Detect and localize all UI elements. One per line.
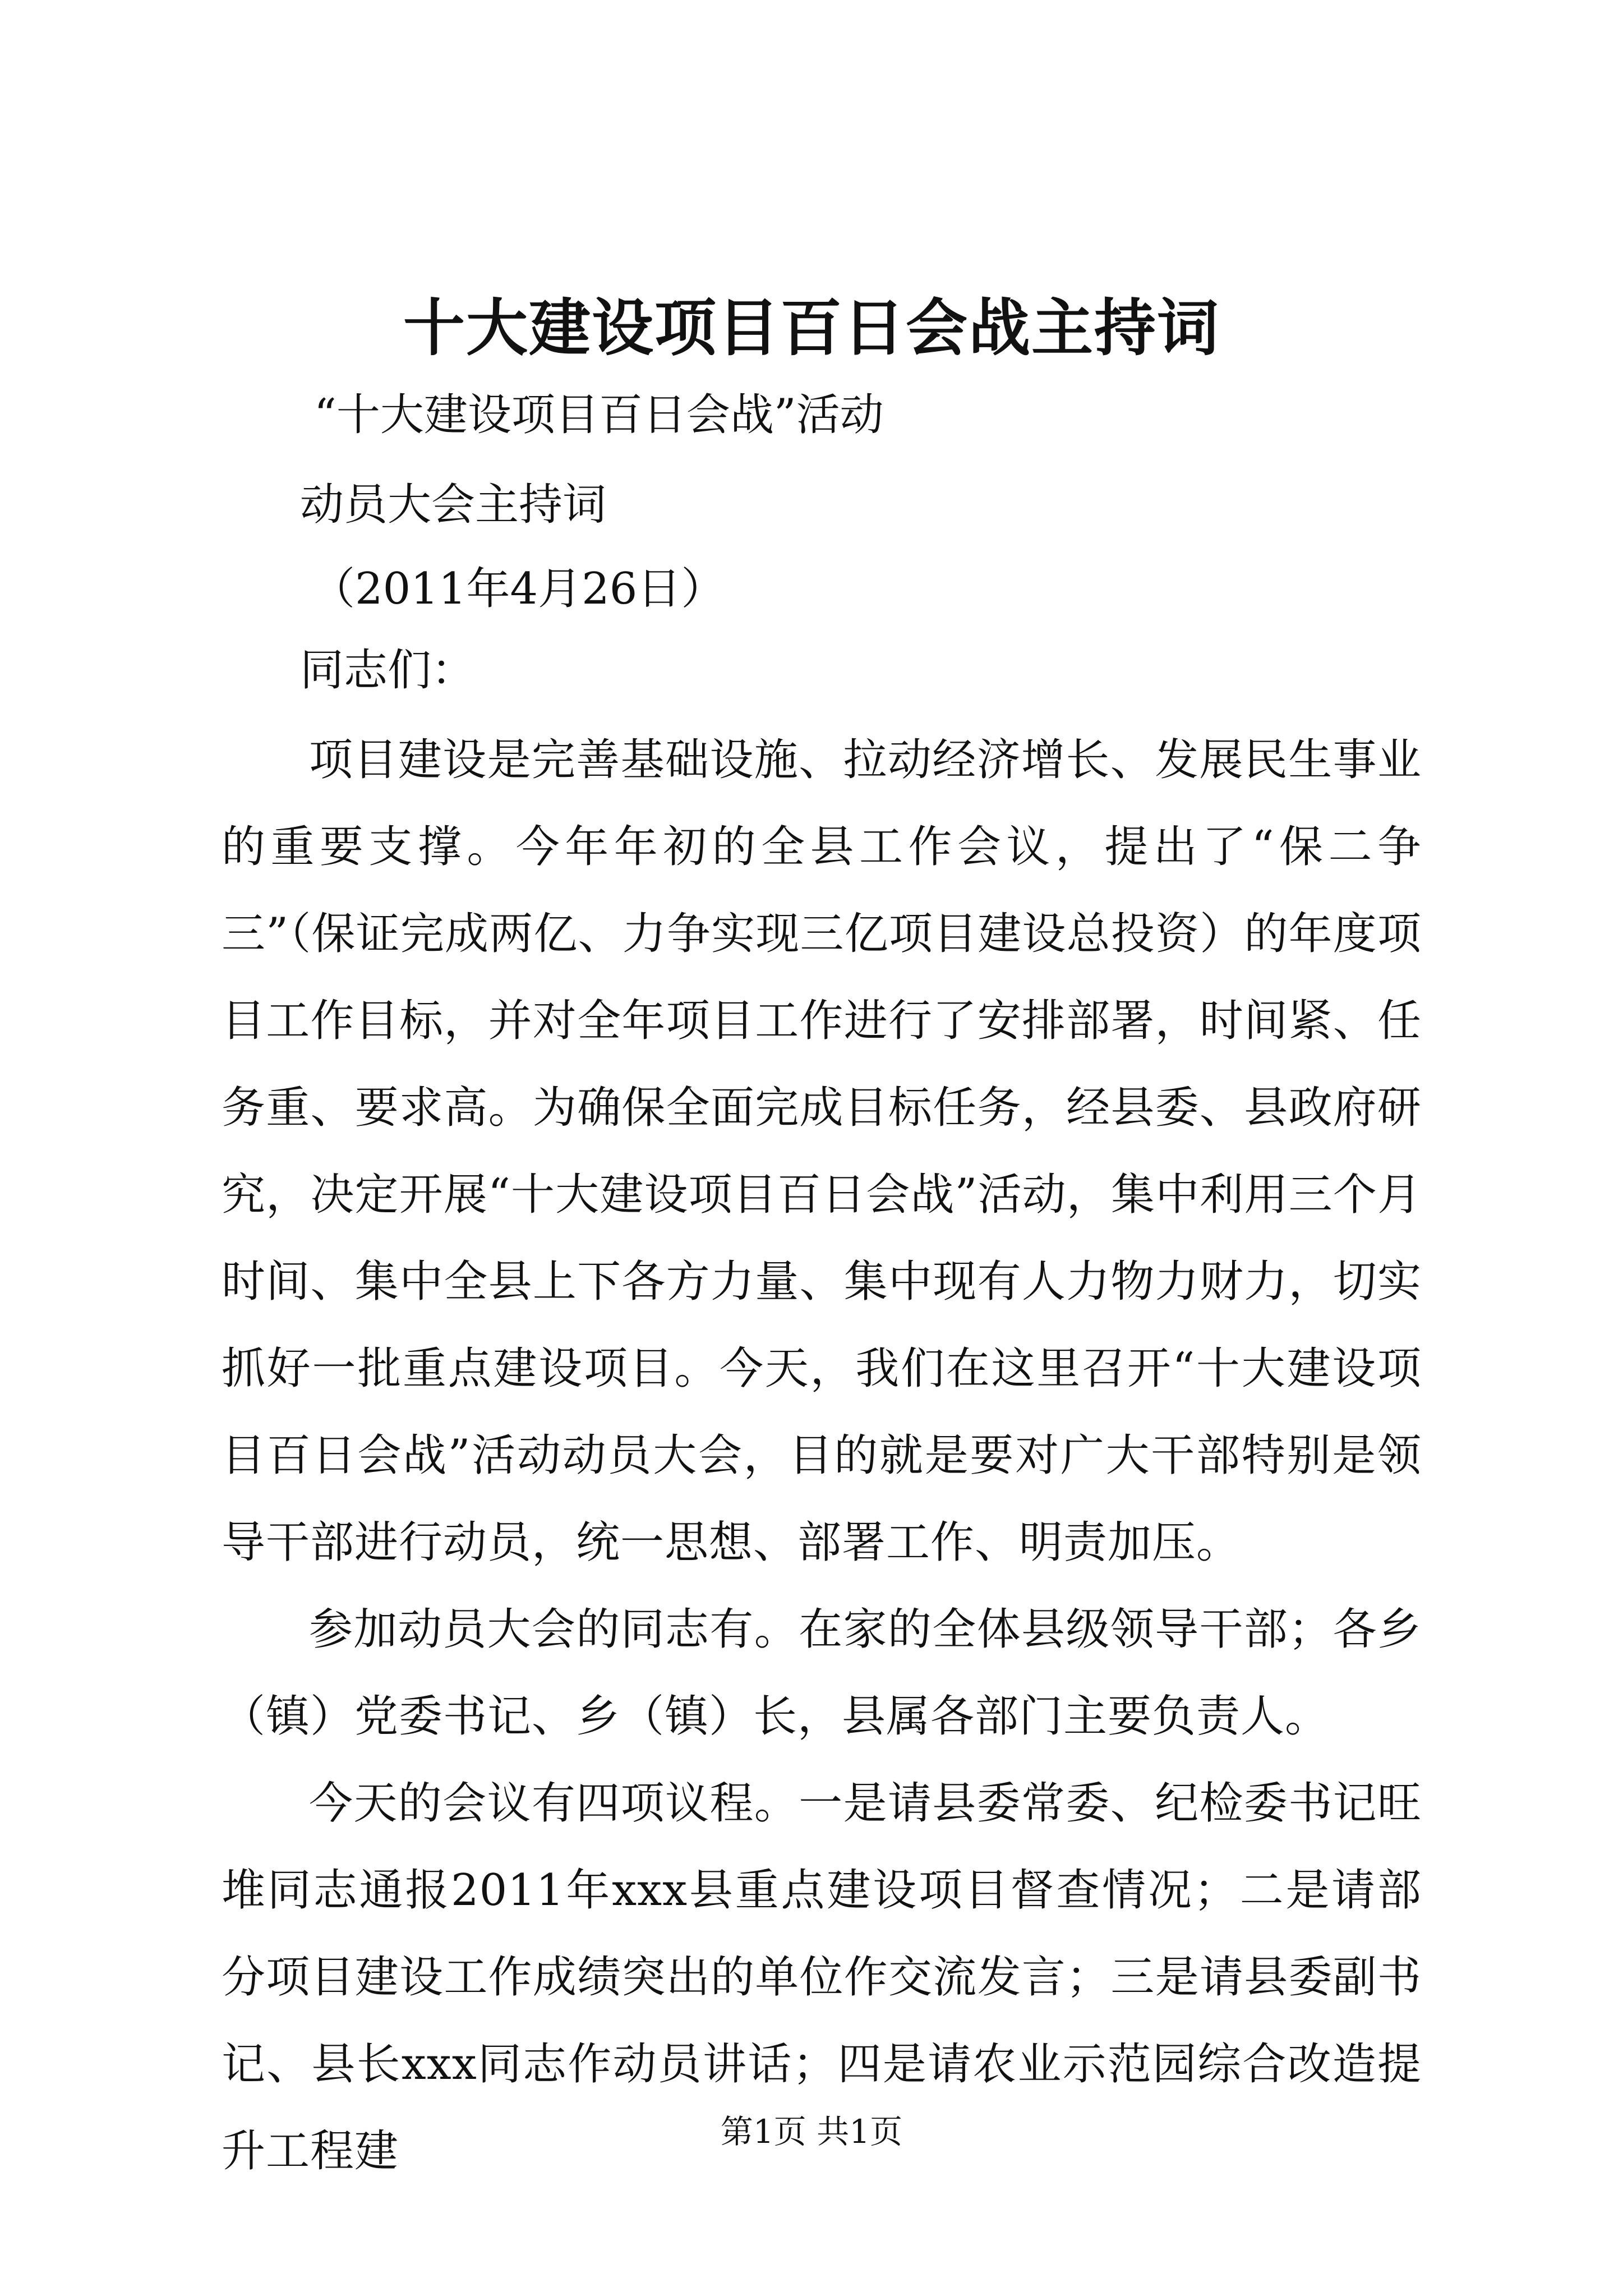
- paragraph-1: 项目建设是完善基础设施、拉动经济增长、发展民生事业的重要支撑。今年年初的全县工作会议，提出了“保二争三”（保证完成两亿、力争实现三亿项目建设总投资）的年度项目工作目标，并对全年项目工作进行了安排部署，时间紧、任务重、要求高。为确保全面完成目标任务，经县委、县政府研究，决定开展“十大建设项目百日会战”活动，集中利用三个月时间、集中全县上下各方力量、集中现有人力物力财力，切实抓好一批重点建设项目。今天，我们在这里召开“十大建设项目百日会战”活动动员大会，目的就是要对广大干部特别是领导干部进行动员，统一思想、部署工作、明责加压。: [222, 735, 1422, 1568]
- paragraph-3: 今天的会议有四项议程。一是请县委常委、纪检委书记旺堆同志通报2011年xxx县重点建设项目督查情况；二是请部分项目建设工作成绩突出的单位作交流发言；三是请县委副书记、县长xxx同志作动员讲话；四是请农业示范园综合改造提升工程建: [222, 1778, 1422, 2177]
- subtitle-line-1: “十大建设项目百日会战”活动: [314, 390, 884, 440]
- paragraph-2: 参加动员大会的同志有。在家的全体县级领导干部；各乡（镇）党委书记、乡（镇）长，县属各部门主要负责人。: [222, 1604, 1422, 1742]
- page-footer: 第1页 共1页: [720, 2113, 903, 2151]
- subtitle-line-2: 动员大会主持词: [300, 480, 607, 530]
- date-line: （2011年4月26日）: [311, 564, 725, 614]
- greeting: 同志们：: [300, 645, 476, 696]
- document-body: [222, 717, 1422, 2195]
- document-title: 十大建设项目百日会战主持词: [403, 292, 1220, 364]
